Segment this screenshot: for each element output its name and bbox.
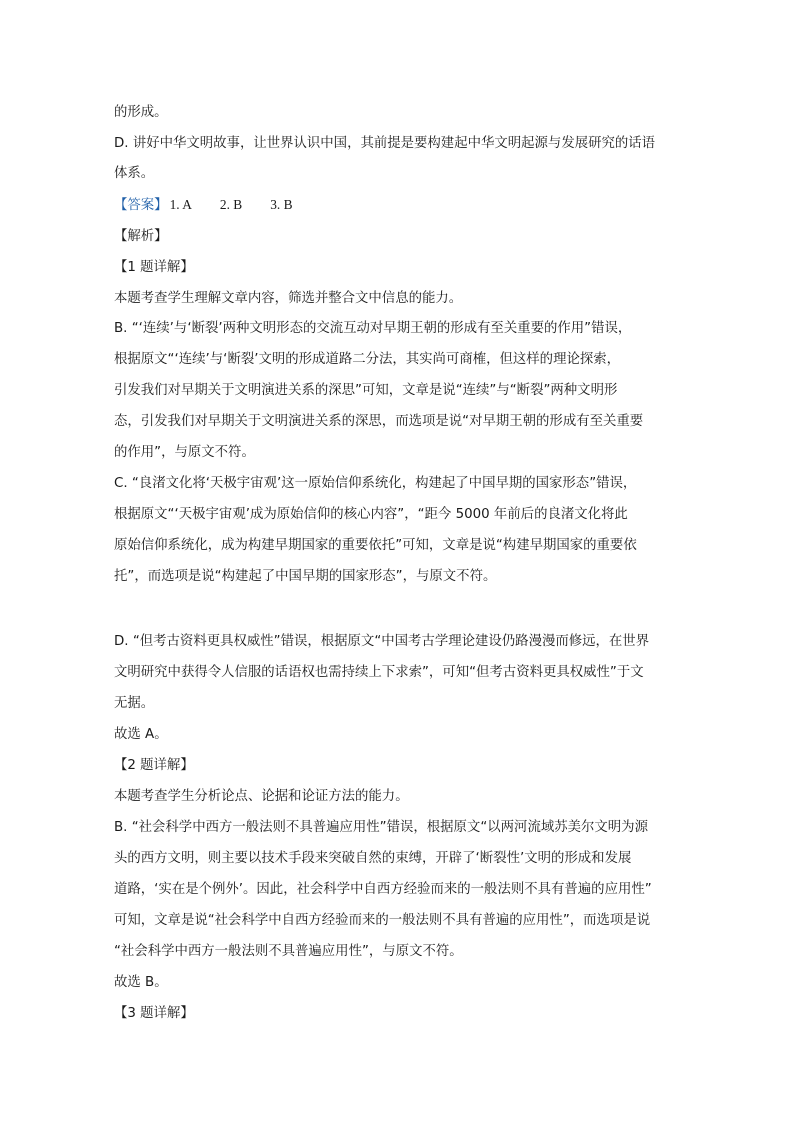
answer-label: 【答案】 — [114, 198, 168, 213]
text-line: B. “‘连续’与‘断裂’两种文明形态的交流互动对早期王朝的形成有至关重要的作用”错误， — [114, 321, 632, 336]
text-line: 引发我们对早期关于文明演进关系的深思”可知，文章是说“连续”与“断裂”两种文明形 — [114, 383, 618, 398]
section-heading: 【2 题详解】 — [114, 758, 194, 773]
text-line: 的作用”，与原文不符。 — [114, 445, 255, 460]
analysis-heading: 【解析】 — [114, 229, 168, 244]
answer-item: 1. A — [169, 197, 192, 212]
text-line: D. 讲好中华文明故事，让世界认识中国，其前提是要构建起中华文明起源与发展研究的话语 — [114, 136, 656, 151]
section-heading: 【1 题详解】 — [114, 260, 194, 275]
text-line: 文明研究中获得令人信服的话语权也需持续上下求索”，可知“但考古资料更具权威性”于文 — [114, 665, 644, 680]
text-line: “社会科学中西方一般法则不具普遍应用性”，与原文不符。 — [114, 944, 463, 959]
answer-item: 3. B — [270, 197, 293, 212]
text-line: 根据原文“‘天极宇宙观’成为原始信仰的核心内容”，“距今 5000 年前后的良渚文化将此 — [114, 507, 628, 522]
text-line: 可知，文章是说“社会科学中自西方经验而来的一般法则不具有普遍的应用性”，而选项是说 — [114, 913, 651, 928]
text-line: 体系。 — [114, 166, 155, 181]
text-line: 本题考查学生分析论点、论据和论证方法的能力。 — [114, 789, 409, 804]
text-line: 的形成。 — [114, 105, 168, 120]
text-line: 故选 B。 — [114, 975, 168, 990]
text-line: 无据。 — [114, 696, 155, 711]
text-line: D. “但考古资料更具权威性”错误，根据原文“中国考古学理论建设仍路漫漫而修远，在世界 — [114, 634, 650, 649]
text-line: 头的西方文明，则主要以技术手段来突破自然的束缚，开辟了‘断裂性’文明的形成和发展 — [114, 851, 632, 866]
text-line: 本题考查学生理解文章内容，筛选并整合文中信息的能力。 — [114, 291, 463, 306]
text-line: C. “良渚文化将‘天极宇宙观’这一原始信仰系统化，构建起了中国早期的国家形态”错误， — [114, 476, 637, 491]
text-line: B. “社会科学中西方一般法则不具普遍应用性”错误，根据原文“以两河流域苏美尔文明为源 — [114, 820, 648, 835]
answer-line — [114, 192, 694, 218]
text-line: 道路，‘实在是个例外’。因此，社会科学中自西方经验而来的一般法则不具有普遍的应用性” — [114, 882, 652, 897]
text-line: 托”，而选项是说“构建起了中国早期的国家形态”，与原文不符。 — [114, 569, 497, 584]
text-line: 态，引发我们对早期关于文明演进关系的深思，而选项是说“对早期王朝的形成有至关重要 — [114, 414, 644, 429]
text-line: 根据原文“‘连续’与‘断裂’文明的形成道路二分法，其实尚可商榷，但这样的理论探索， — [114, 352, 621, 367]
section-heading: 【3 题详解】 — [114, 1006, 194, 1021]
answer-item: 2. B — [219, 197, 243, 212]
text-line: 原始信仰系统化，成为构建早期国家的重要依托”可知，文章是说“构建早期国家的重要依 — [114, 538, 637, 553]
text-line: 故选 A。 — [114, 727, 168, 742]
